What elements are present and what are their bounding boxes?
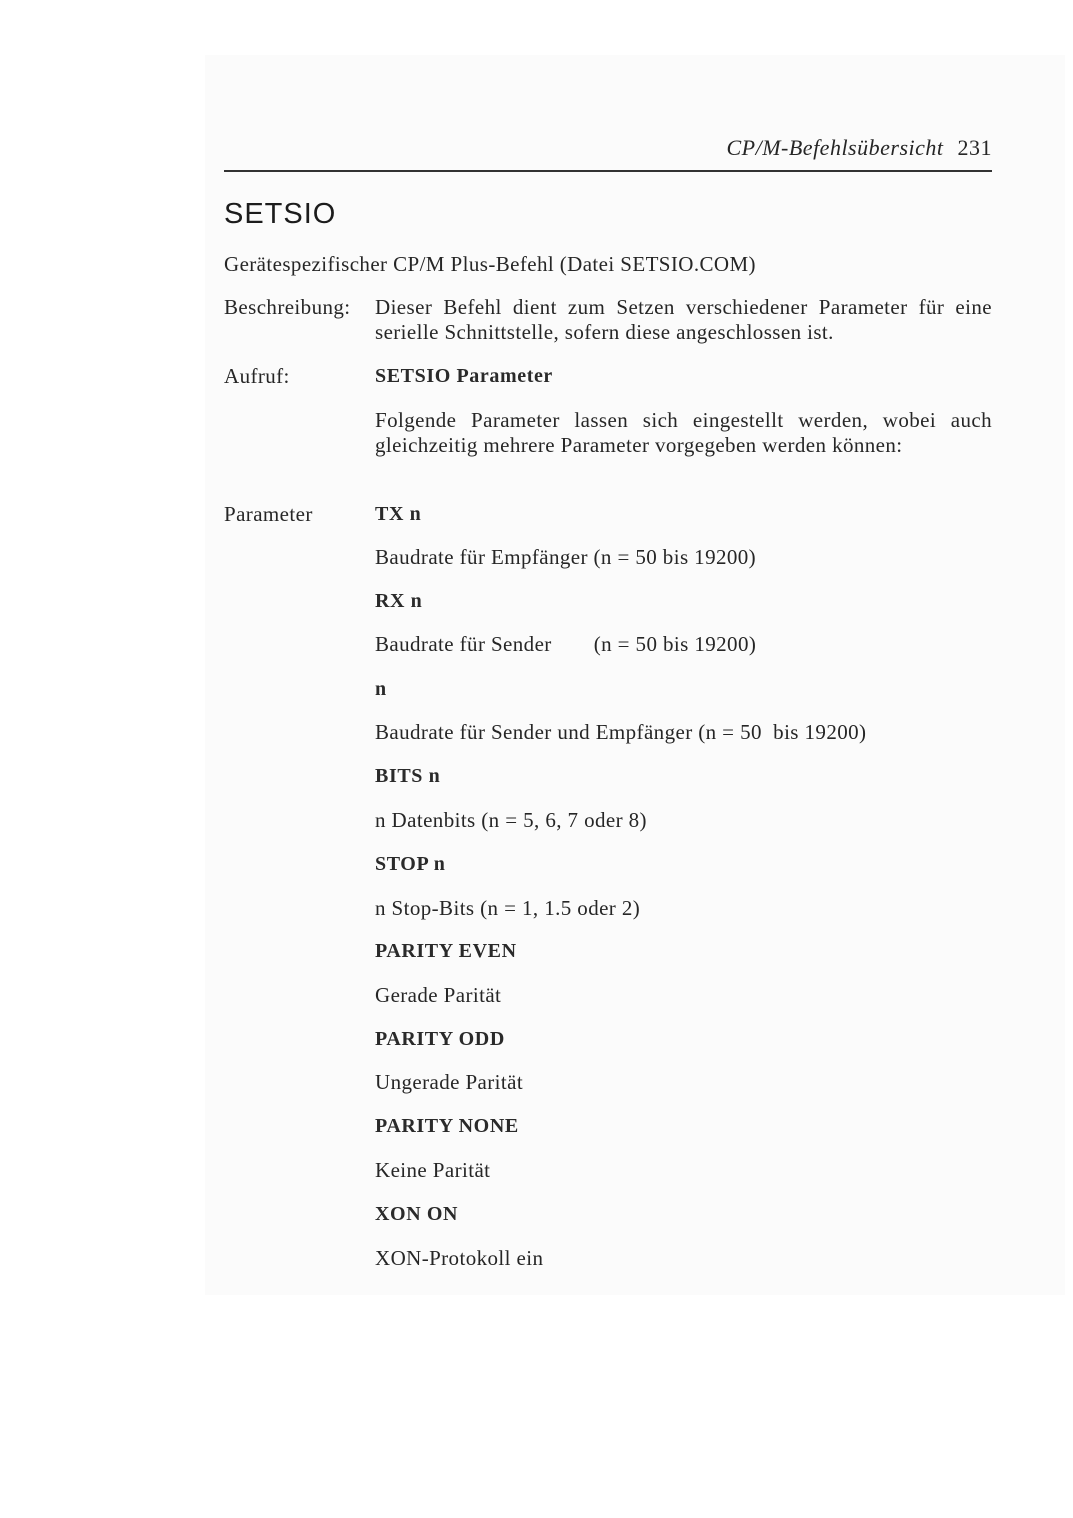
section-subtitle: Gerätespezifischer CP/M Plus-Befehl (Datei SETSIO.COM) — [224, 252, 756, 276]
parameters-label: Parameter — [224, 502, 313, 526]
param-description-parity-even: Gerade Parität — [375, 983, 502, 1007]
param-command-rx: RX n — [375, 590, 423, 612]
param-description-tx: Baudrate für Empfänger (n = 50 bis 19200) — [375, 545, 757, 569]
header-rule — [224, 170, 992, 172]
call-syntax: SETSIO Parameter — [375, 365, 553, 387]
page-background — [205, 55, 1065, 1295]
header-text — [726, 135, 992, 161]
param-description-rx-part2: (n = 50 bis 19200) — [593, 632, 757, 656]
param-description-rx — [375, 632, 756, 657]
param-command-tx: TX n — [375, 503, 422, 525]
page-number: 231 — [957, 135, 992, 160]
param-command-parity-none: PARITY NONE — [375, 1115, 519, 1137]
call-label: Aufruf: — [224, 364, 290, 388]
call-note: Folgende Parameter lassen sich eingestellt werden, wobei auch gleichzeitig mehrere Parameter vorgegeben werden können: — [375, 408, 992, 457]
section-title: SETSIO — [224, 198, 337, 230]
param-command-parity-odd: PARITY ODD — [375, 1028, 505, 1050]
description-text: Dieser Befehl dient zum Setzen verschiedener Parameter für eine serielle Schnittstelle, sofern diese angeschlossen ist. — [375, 295, 992, 344]
param-command-bits: BITS n — [375, 765, 441, 787]
param-description-n: Baudrate für Sender und Empfänger (n = 50 bis 19200) — [375, 720, 867, 744]
param-command-stop: STOP n — [375, 853, 446, 875]
param-description-parity-none: Keine Parität — [375, 1158, 491, 1182]
running-title: CP/M-Befehlsübersicht — [726, 135, 944, 160]
description-label: Beschreibung: — [224, 295, 351, 319]
param-command-parity-even: PARITY EVEN — [375, 940, 517, 962]
param-command-n: n — [375, 678, 387, 700]
running-header — [224, 135, 992, 175]
param-description-rx-part1: Baudrate für Sender — [375, 632, 552, 656]
param-command-xon-on: XON ON — [375, 1203, 459, 1225]
param-description-stop: n Stop-Bits (n = 1, 1.5 oder 2) — [375, 896, 641, 920]
param-description-parity-odd: Ungerade Parität — [375, 1070, 524, 1094]
param-description-bits: n Datenbits (n = 5, 6, 7 oder 8) — [375, 808, 647, 832]
param-description-xon-on: XON-Protokoll ein — [375, 1246, 544, 1270]
